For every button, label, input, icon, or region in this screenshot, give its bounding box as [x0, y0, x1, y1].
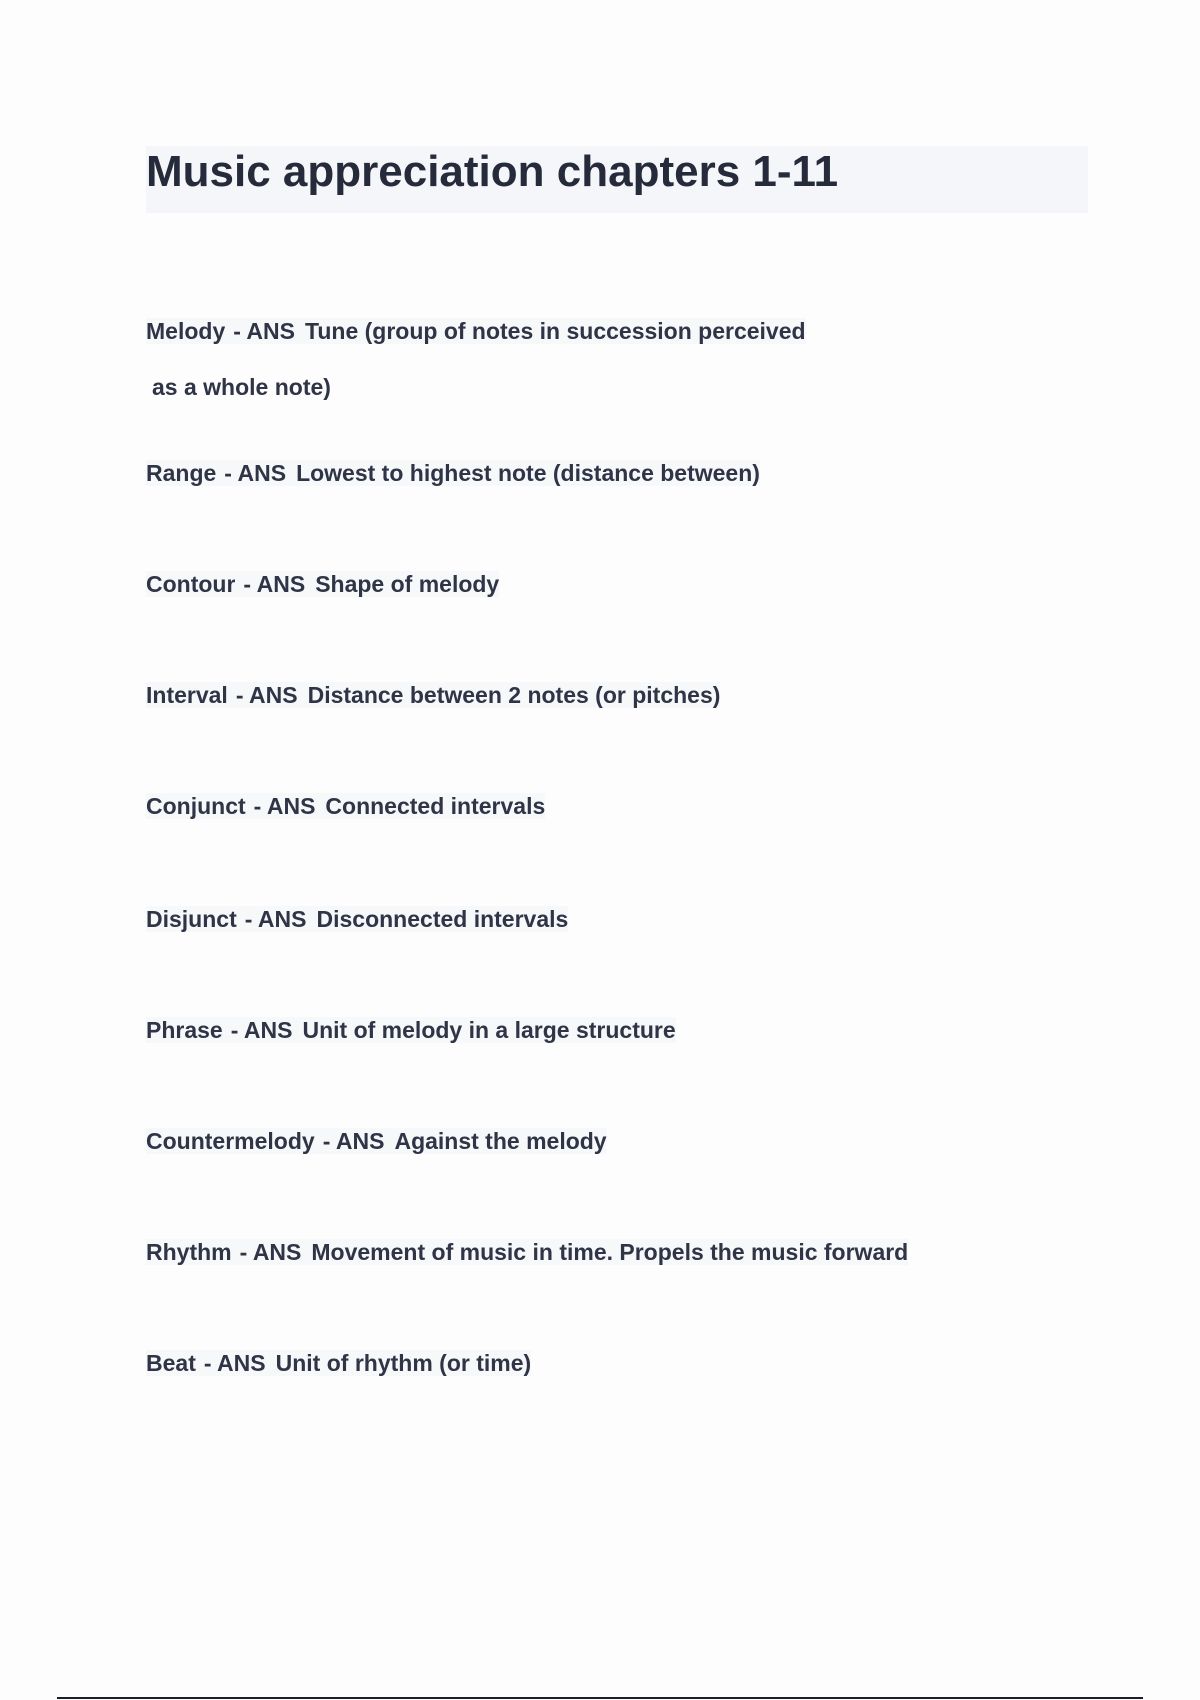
entry-definition: Unit of melody in a large structure [302, 1017, 676, 1043]
entry-melody [146, 316, 1146, 402]
entry-definition-continuation: as a whole note) [152, 374, 331, 400]
flashcard-list [146, 316, 1146, 1378]
entry-separator: - ANS [225, 318, 305, 344]
entry-term: Countermelody [146, 1128, 315, 1154]
entry-definition: Tune (group of notes in succession perceived [305, 318, 806, 344]
entry-definition: Movement of music in time. Propels the music forward [311, 1239, 909, 1265]
entry-separator: - ANS [196, 1350, 276, 1376]
entry-definition: Against the melody [394, 1128, 607, 1154]
entry-phrase [146, 1015, 1146, 1045]
entry-definition: Shape of melody [315, 571, 500, 597]
entry-definition: Distance between 2 notes (or pitches) [307, 682, 721, 708]
entry-countermelody [146, 1126, 1146, 1156]
entry-term: Contour [146, 571, 236, 597]
entry-separator: - ANS [232, 1239, 312, 1265]
entry-conjunct [146, 791, 1146, 821]
entry-definition: Unit of rhythm (or time) [275, 1350, 532, 1376]
entry-separator: - ANS [246, 793, 326, 819]
entry-term: Rhythm [146, 1239, 232, 1265]
footer-rule [57, 1697, 1143, 1699]
entry-range [146, 458, 1146, 488]
entry-separator: - ANS [237, 906, 317, 932]
entry-term: Melody [146, 318, 226, 344]
entry-separator: - ANS [228, 682, 308, 708]
entry-definition: Disconnected intervals [316, 906, 569, 932]
entry-beat [146, 1348, 1146, 1378]
entry-term: Disjunct [146, 906, 237, 932]
entry-term: Interval [146, 682, 228, 708]
entry-disjunct [146, 904, 1146, 934]
entry-contour [146, 569, 1146, 599]
entry-definition: Lowest to highest note (distance between) [296, 460, 760, 486]
entry-separator: - ANS [315, 1128, 395, 1154]
entry-separator: - ANS [223, 1017, 303, 1043]
entry-interval [146, 680, 1146, 710]
entry-term: Conjunct [146, 793, 246, 819]
entry-term: Beat [146, 1350, 196, 1376]
entry-rhythm [146, 1237, 1146, 1267]
entry-separator: - ANS [235, 571, 315, 597]
document-title: Music appreciation chapters 1-11 [146, 147, 839, 196]
entry-separator: - ANS [216, 460, 296, 486]
entry-term: Phrase [146, 1017, 223, 1043]
entry-definition: Connected intervals [325, 793, 546, 819]
entry-term: Range [146, 460, 217, 486]
